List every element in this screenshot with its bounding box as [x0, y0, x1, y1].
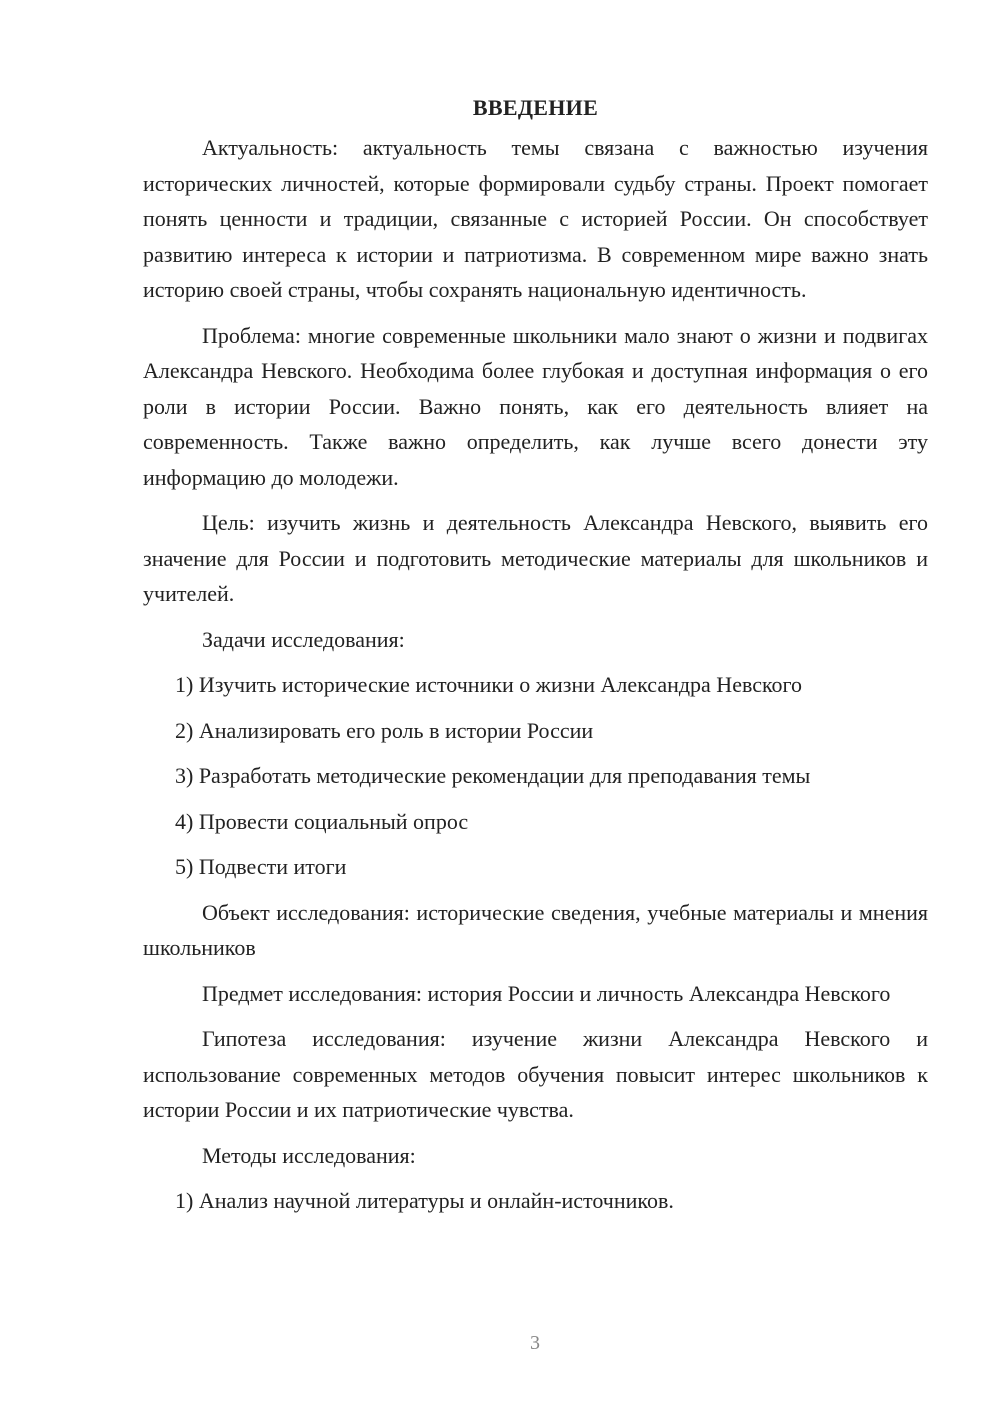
page-title: ВВЕДЕНИЕ	[472, 95, 599, 120]
methods-list	[143, 1183, 928, 1219]
list-item-task-3: 3) Разработать методические рекомендации для преподавания темы	[175, 763, 811, 788]
list-item-task-4: 4) Провести социальный опрос	[175, 808, 469, 834]
methods-heading: Методы исследования:	[202, 1142, 416, 1168]
paragraph-relevance: Актуальность: актуальность темы связана с важностью изучения исторических личностей, которые формировали судьбу страны. Проект помогает понять ценности и традиции, связанные с историей России. Он способствует развитию интереса к истории и патриотизма. В современном мире важно знать историю своей страны, чтобы сохранять национальную идентичность.	[143, 135, 928, 302]
paragraph-hypothesis: Гипотеза исследования: изучение жизни Александра Невского и использование современных методов обучения повысит интерес школьников к истории России и их патриотические чувства.	[143, 1026, 928, 1122]
document-page	[143, 90, 928, 1229]
paragraph-object: Объект исследования: исторические сведения, учебные материалы и мнения школьников	[143, 899, 928, 960]
tasks-list	[143, 667, 928, 885]
paragraph-problem: Проблема: многие современные школьники мало знают о жизни и подвигах Александра Невского. Необходима более глубокая и доступная информация о его роли в истории России. Важно понять, как его деятельность влияет на современность. Также важно определить, как лучше всего донести эту информацию до молодежи.	[143, 322, 928, 490]
paragraph-subject: Предмет исследования: история России и личность Александра Невского	[202, 980, 891, 1006]
page-number: 3	[530, 1332, 540, 1354]
list-item-task-1: 1) Изучить исторические источники о жизни Александра Невского	[175, 672, 803, 697]
list-item-task-5: 5) Подвести итоги	[175, 854, 347, 879]
tasks-heading: Задачи исследования:	[202, 626, 405, 652]
list-item-task-2: 2) Анализировать его роль в истории России	[175, 717, 594, 743]
list-item-method-1: 1) Анализ научной литературы и онлайн-источников.	[175, 1188, 674, 1213]
paragraph-goal: Цель: изучить жизнь и деятельность Александра Невского, выявить его значение для России и подготовить методические материалы для школьников и учителей.	[143, 510, 928, 606]
